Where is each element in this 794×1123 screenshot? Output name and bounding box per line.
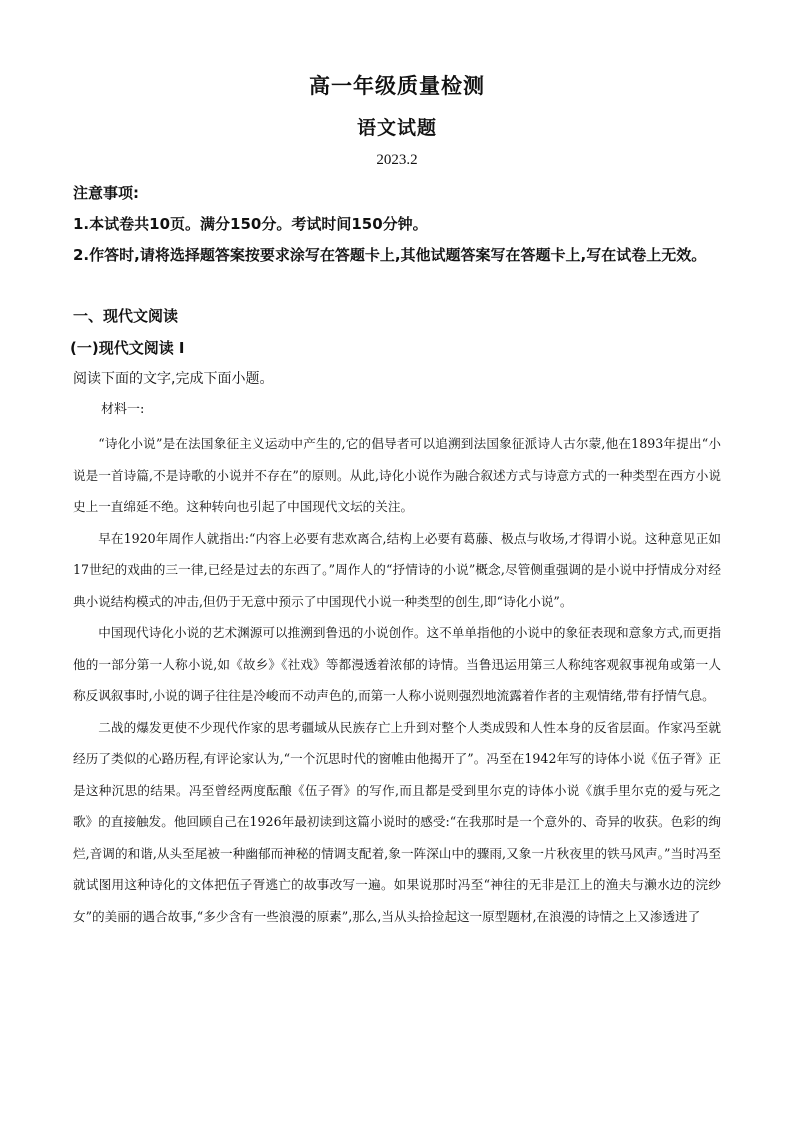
exam-date: 2023.2 [376,152,418,168]
passage-paragraph: 早在1920年周作人就指出:“内容上必要有悲欢离合,结构上必要有葛藤、极点与收场,才得谓小说。这种意见正如17世纪的戏曲的三一律,已经是过去的东西了。”周作人的“抒情诗的小说”概念,尽管侧重强调的是小说中抒情成分对经典小说结构模式的冲击,但仍于无意中预示了中国现代小说一种类型的创生,即“诗化小说”。 [73,530,721,609]
subsection-heading: (一)现代文阅读 I [70,339,185,357]
section-heading: 一、现代文阅读 [73,307,179,325]
notice-heading: 注意事项: [73,184,139,202]
notice-item-2: 2.作答时,请将选择题答案按要求涂写在答题卡上,其他试题答案写在答题卡上,写在试卷上无效。 [73,246,707,264]
passage-paragraph: 二战的爆发更使不少现代作家的思考疆域从民族存亡上升到对整个人类成毁和人性本身的反省层面。作家冯至就经历了类似的心路历程,有评论家认为,“一个沉思时代的窗帷由他揭开了”。冯至在1942年写的诗体小说《伍子胥》正是这种沉思的结果。冯至曾经两度酝酿《伍子胥》的写作,而且都是受到里尔克的诗体小说《旗手里尔克的爱与死之歌》的直接触发。他回顾自己在1926年最初读到这篇小说时的感受:“在我那时是一个意外的、奇异的收获。色彩的绚烂,音调的和谐,从头至尾被一种幽郁而神秘的情调支配着,象一阵深山中的骤雨,又象一片秋夜里的铁马风声。”当时冯至就试图用这种诗化的文体把伍子胥逃亡的故事改写一遍。如果说那时冯至“神往的无非是江上的渔夫与濑水边的浣纱女”的美丽的遇合故事,“多少含有一些浪漫的原素”,那么,当从头拾捡起这一原型题材,在浪漫的诗情之上又渗透进了 [73,719,721,924]
reading-instruction: 阅读下面的文字,完成下面小题。 [73,371,274,387]
page-subtitle: 语文试题 [356,117,437,139]
notice-item-1: 1.本试卷共10页。满分150分。考试时间150分钟。 [73,215,428,233]
passage-paragraph: 中国现代诗化小说的艺术渊源可以推溯到鲁迅的小说创作。这不单单指他的小说中的象征表现和意象方式,而更指他的一部分第一人称小说,如《故乡》《社戏》等都漫透着浓郁的诗情。当鲁迅运用第三人称纯客观叙事视角或第一人称反讽叙事时,小说的调子往往是冷峻而不动声色的,而第一人称小说则强烈地流露着作者的主观情绪,带有抒情气息。 [73,625,721,703]
reading-passage [73,428,721,932]
passage-paragraph: “诗化小说”是在法国象征主义运动中产生的,它的倡导者可以追溯到法国象征派诗人古尔蒙,他在1893年提出“小说是一首诗篇,不是诗歌的小说并不存在”的原则。从此,诗化小说作为融合叙述方式与诗意方式的一种类型在西方小说史上一直绵延不绝。这种转向也引起了中国现代文坛的关注。 [73,436,721,514]
material-label: 材料一: [101,402,145,417]
page-title: 高一年级质量检测 [309,73,485,98]
